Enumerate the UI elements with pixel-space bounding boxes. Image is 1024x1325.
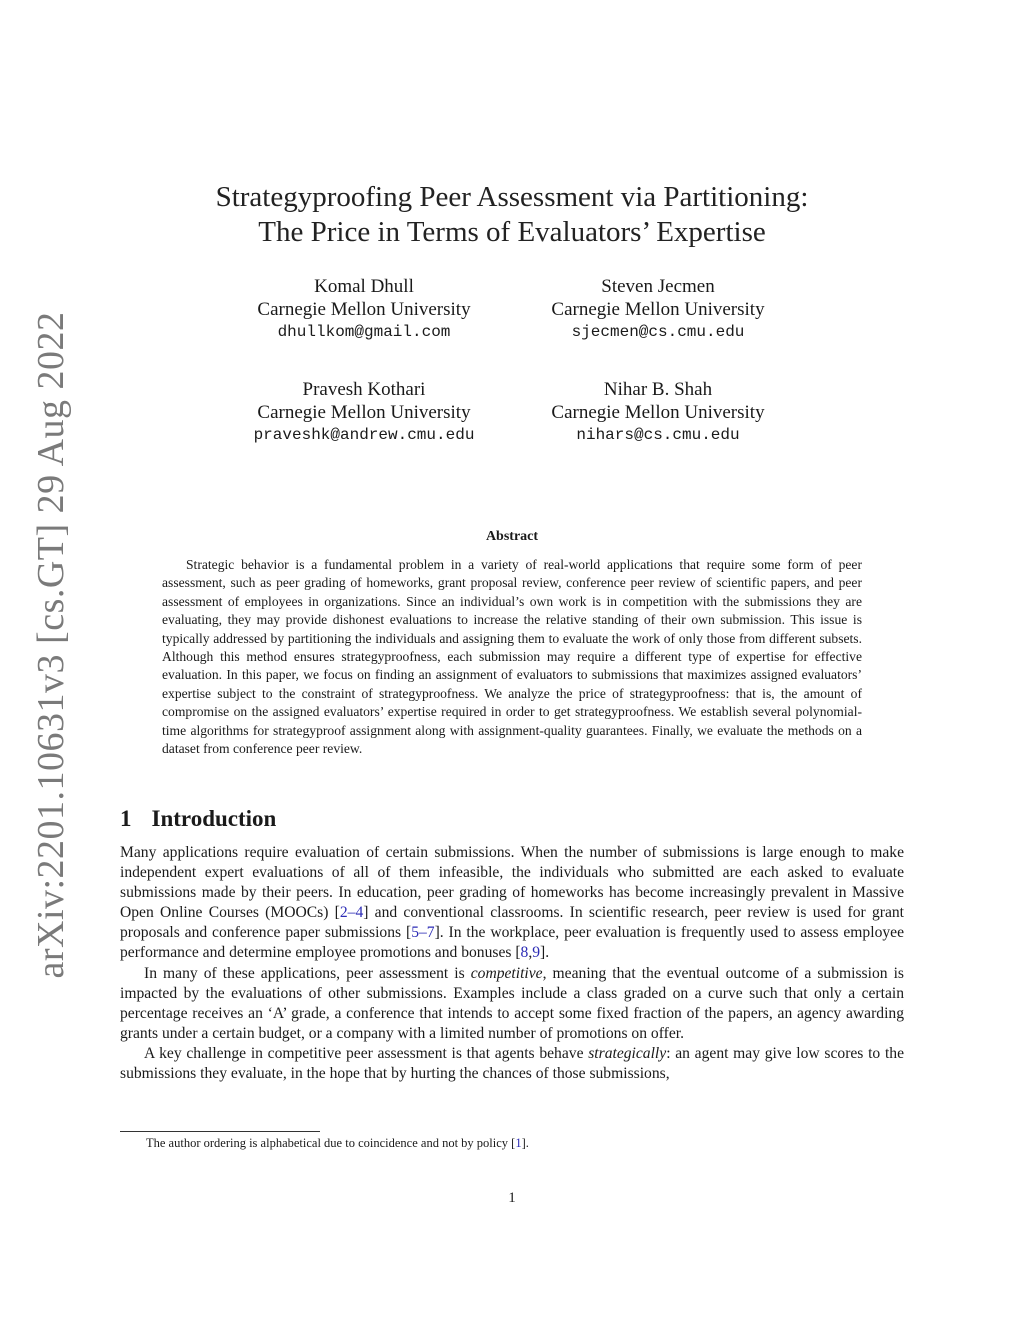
author-affiliation: Carnegie Mellon University xyxy=(257,402,471,423)
body-text xyxy=(120,843,904,1084)
abstract-heading: Abstract xyxy=(485,529,539,544)
section-title: Introduction xyxy=(151,806,277,831)
text-run: , xyxy=(528,944,533,962)
text-run: : an agent may give low scores to the submissions they evaluate, in the hope that by hurting the chances of those submissions, xyxy=(120,1044,904,1083)
text-run: ] and conventional classrooms. In scientific research, peer review is used for grant proposals and conference paper submissions [ xyxy=(120,904,904,942)
footnote xyxy=(146,1136,529,1151)
text-run: ]. In the workplace, peer evaluation is frequently used to assess employee performance and determine employee promotions and bonuses [ xyxy=(120,924,904,962)
section-heading xyxy=(120,806,276,832)
author-block xyxy=(214,378,514,447)
paragraph xyxy=(120,964,904,1044)
text-run: ]. xyxy=(521,1136,529,1150)
author-block xyxy=(508,378,808,447)
text-run: The author ordering is alphabetical due to coincidence and not by policy [ xyxy=(146,1136,516,1150)
citation-link[interactable]: 1 xyxy=(515,1136,522,1150)
author-affiliation: Carnegie Mellon University xyxy=(551,402,765,423)
abstract-text: Strategic behavior is a fundamental problem in a variety of real-world applications that require some form of peer assessment, such as peer grading of homeworks, grant proposal review, conference peer review of scientific papers, and peer assessment of employees in organizations. Since an individual’s own work is in competition with the submissions they are evaluating, they may provide dishonest evaluations to increase the relative standing of their own submission. This issue is typically addressed by partitioning the individuals and assigning them to evaluate the work of only those from different subsets. Although this method ensures strategyproofness, each submission may require a different type of expertise for effective evaluation. In this paper, we focus on finding an assignment of evaluators to submissions that maximizes assigned evaluators’ expertise subject to the constraint of strategyproofness. We analyze the price of strategyproofness: that is, the amount of compromise on the assigned evaluators’ expertise required in order to get strategyproofness. We establish several polynomial-time algorithms for strategyproof assignment along with assignment-quality guarantees. Finally, we evaluate the methods on a dataset from conference peer review. xyxy=(162,557,862,757)
author-email[interactable]: dhullkom@gmail.com xyxy=(277,323,451,341)
text-run: ]. xyxy=(540,944,550,962)
text-run: Many applications require evaluation of certain submissions. When the number of submissions is large enough to make independent expert evaluations of all of them infeasible, the individuals who submitted are each asked to evaluate submissions made by their peers. In education, peer grading of homeworks has become increasingly prevalent in Massive Open Online Courses (MOOCs) [ xyxy=(120,844,904,922)
author-name: Steven Jecmen xyxy=(601,276,715,297)
paragraph xyxy=(120,1044,904,1084)
text-run: In many of these applications, peer assessment is xyxy=(144,964,471,982)
author-block xyxy=(508,275,808,344)
author-name: Komal Dhull xyxy=(314,276,414,297)
emphasis: competitive xyxy=(470,964,543,982)
citation-link[interactable]: 2–4 xyxy=(339,904,364,922)
title-line-2: The Price in Terms of Evaluators’ Expertise xyxy=(258,216,766,248)
author-affiliation: Carnegie Mellon University xyxy=(257,299,471,320)
arxiv-stamp: arXiv:2201.10631v3 [cs.GT] 29 Aug 2022 xyxy=(30,311,72,979)
section-number: 1 xyxy=(120,806,132,831)
footnote-rule xyxy=(120,1131,320,1132)
author-affiliation: Carnegie Mellon University xyxy=(551,299,765,320)
title-line-1: Strategyproofing Peer Assessment via Partitioning: xyxy=(215,181,809,213)
text-run: A key challenge in competitive peer assessment is that agents behave xyxy=(144,1044,589,1062)
citation-link[interactable]: 5–7 xyxy=(411,924,435,942)
citation-link[interactable]: 8 xyxy=(520,944,529,962)
author-email[interactable]: nihars@cs.cmu.edu xyxy=(576,426,740,444)
author-email[interactable]: praveshk@andrew.cmu.edu xyxy=(253,426,475,444)
emphasis: strategically xyxy=(588,1044,667,1062)
author-email[interactable]: sjecmen@cs.cmu.edu xyxy=(571,323,745,341)
text-run: , meaning that the eventual outcome of a submission is impacted by the evaluations of other submissions. Examples include a class graded on a curve such that only a certain percentage receives an ‘A’ grade, a conference that intends to accept some fixed fraction of the papers, an agency awarding grants under a certain budget, or a company with a limited number of promotions on offer. xyxy=(120,964,904,1042)
page-number: 1 xyxy=(508,1190,516,1206)
paragraph xyxy=(120,843,904,964)
citation-link[interactable]: 9 xyxy=(532,944,541,962)
author-name: Nihar B. Shah xyxy=(603,379,713,400)
author-block xyxy=(214,275,514,344)
author-name: Pravesh Kothari xyxy=(302,379,426,400)
paper-title xyxy=(150,180,874,250)
